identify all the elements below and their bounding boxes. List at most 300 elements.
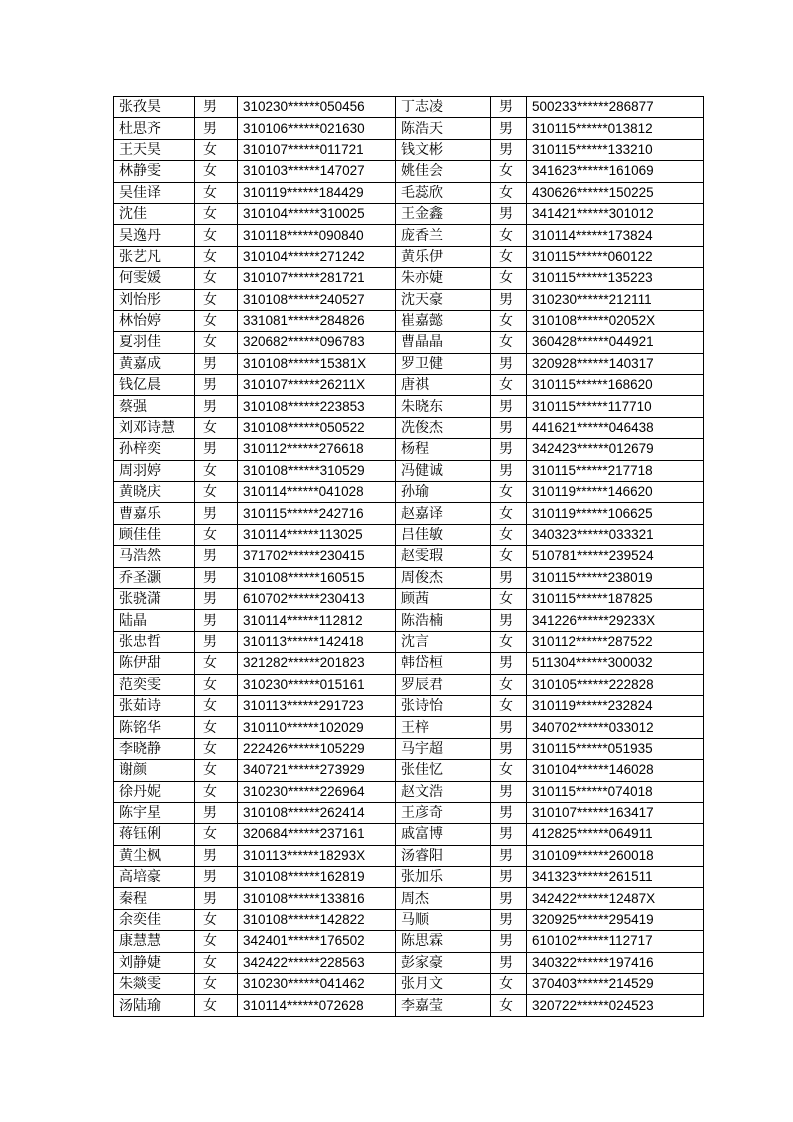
student-name: 冼俊杰 [396,417,491,438]
table-row [114,909,704,930]
student-name: 杜思齐 [114,118,195,139]
table-row [114,503,704,524]
student-gender: 女 [195,524,238,545]
student-id-number: 310108******310529 [238,460,396,481]
student-id-number: 310230******015161 [238,674,396,695]
student-gender: 男 [491,139,527,160]
student-gender: 男 [195,845,238,866]
student-gender: 女 [195,952,238,973]
student-id-number: 320925******295419 [527,909,704,930]
student-name: 余奕佳 [114,909,195,930]
student-id-number: 310114******112812 [238,610,396,631]
student-name: 朱燚雯 [114,974,195,995]
student-id-number: 310114******072628 [238,995,396,1016]
student-gender: 女 [195,781,238,802]
student-id-number: 310115******060122 [527,246,704,267]
student-id-number: 310108******262414 [238,802,396,823]
student-gender: 男 [491,417,527,438]
student-gender: 女 [195,995,238,1016]
table-row [114,802,704,823]
student-gender: 男 [491,97,527,118]
table-row [114,631,704,652]
student-name: 赵嘉译 [396,503,491,524]
student-name: 罗辰君 [396,674,491,695]
student-name: 彭家豪 [396,952,491,973]
student-name: 何雯媛 [114,268,195,289]
student-name: 钱文彬 [396,139,491,160]
student-gender: 女 [195,717,238,738]
student-gender: 女 [491,995,527,1016]
student-gender: 男 [491,845,527,866]
student-gender: 男 [195,439,238,460]
student-id-number: 310230******212111 [527,289,704,310]
student-id-number: 310230******041462 [238,974,396,995]
student-id-number: 310115******135223 [527,268,704,289]
student-id-number: 341623******161069 [527,161,704,182]
student-gender: 男 [491,824,527,845]
student-id-number: 310113******291723 [238,695,396,716]
student-gender: 女 [491,161,527,182]
student-id-number: 310104******271242 [238,246,396,267]
student-id-number: 310107******26211X [238,375,396,396]
student-name: 周俊杰 [396,567,491,588]
student-name: 陈宇星 [114,802,195,823]
student-name: 张孜昊 [114,97,195,118]
student-name: 高培豪 [114,867,195,888]
student-gender: 男 [195,118,238,139]
student-id-number: 430626******150225 [527,182,704,203]
student-id-number: 610702******230413 [238,588,396,609]
student-name: 周羽婷 [114,460,195,481]
student-name: 刘邓诗慧 [114,417,195,438]
student-name: 汤陆瑜 [114,995,195,1016]
student-gender: 女 [195,310,238,331]
student-name: 王梓 [396,717,491,738]
student-gender: 女 [491,503,527,524]
student-gender: 女 [195,246,238,267]
table-row [114,717,704,738]
student-gender: 女 [491,546,527,567]
table-row [114,332,704,353]
student-gender: 女 [491,674,527,695]
student-name: 康慧慧 [114,931,195,952]
student-id-number: 511304******300032 [527,653,704,674]
table-row [114,97,704,118]
student-gender: 男 [195,888,238,909]
student-name: 张佳忆 [396,760,491,781]
student-name: 王金鑫 [396,203,491,224]
student-id-number: 310108******02052X [527,310,704,331]
student-gender: 女 [491,631,527,652]
student-name: 赵雯瑕 [396,546,491,567]
student-name: 崔嘉懿 [396,310,491,331]
student-name: 夏羽佳 [114,332,195,353]
student-gender: 女 [491,974,527,995]
student-name: 朱亦婕 [396,268,491,289]
student-gender: 男 [195,867,238,888]
table-row [114,674,704,695]
student-roster-table [113,96,704,1017]
student-id-number: 341226******29233X [527,610,704,631]
table-row [114,353,704,374]
student-id-number: 310108******050522 [238,417,396,438]
table-row [114,139,704,160]
student-id-number: 360428******044921 [527,332,704,353]
table-row [114,268,704,289]
student-gender: 女 [195,139,238,160]
student-id-number: 320928******140317 [527,353,704,374]
student-name: 马宇超 [396,738,491,759]
student-name: 马浩然 [114,546,195,567]
table-row [114,161,704,182]
table-row [114,524,704,545]
table-row [114,482,704,503]
student-id-number: 310105******222828 [527,674,704,695]
table-row [114,824,704,845]
student-id-number: 310230******050456 [238,97,396,118]
student-name: 钱亿晨 [114,375,195,396]
student-id-number: 222426******105229 [238,738,396,759]
student-gender: 女 [195,268,238,289]
student-id-number: 342423******012679 [527,439,704,460]
student-name: 丁志凌 [396,97,491,118]
student-name: 周杰 [396,888,491,909]
table-row [114,931,704,952]
table-row [114,974,704,995]
student-gender: 女 [491,375,527,396]
student-name: 韩岱桓 [396,653,491,674]
student-name: 张艺凡 [114,246,195,267]
table-row [114,118,704,139]
table-row [114,653,704,674]
table-row [114,760,704,781]
student-gender: 男 [491,717,527,738]
student-name: 吕佳敏 [396,524,491,545]
student-id-number: 310107******163417 [527,802,704,823]
student-gender: 男 [491,460,527,481]
table-row [114,375,704,396]
student-id-number: 310115******168620 [527,375,704,396]
student-id-number: 310115******217718 [527,460,704,481]
student-gender: 女 [195,332,238,353]
student-name: 张忠哲 [114,631,195,652]
table-row [114,182,704,203]
table-row [114,738,704,759]
student-gender: 女 [195,974,238,995]
student-gender: 男 [195,567,238,588]
student-gender: 男 [491,952,527,973]
student-id-number: 610102******112717 [527,931,704,952]
student-gender: 女 [195,289,238,310]
student-gender: 女 [195,738,238,759]
student-name: 张茹诗 [114,695,195,716]
table-row [114,203,704,224]
student-name: 吴佳译 [114,182,195,203]
student-gender: 女 [491,246,527,267]
table-row [114,588,704,609]
student-id-number: 310118******090840 [238,225,396,246]
student-name: 蒋钰俐 [114,824,195,845]
student-name: 陈浩天 [396,118,491,139]
student-gender: 男 [491,931,527,952]
student-name: 黄乐伊 [396,246,491,267]
student-gender: 女 [195,695,238,716]
student-id-number: 341421******301012 [527,203,704,224]
table-row [114,396,704,417]
student-name: 毛蕊欣 [396,182,491,203]
student-id-number: 342422******228563 [238,952,396,973]
student-name: 唐祺 [396,375,491,396]
student-id-number: 310115******133210 [527,139,704,160]
student-gender: 男 [195,610,238,631]
student-id-number: 310115******013812 [527,118,704,139]
student-gender: 男 [491,802,527,823]
student-id-number: 310230******226964 [238,781,396,802]
student-id-number: 310107******281721 [238,268,396,289]
student-id-number: 320682******096783 [238,332,396,353]
student-name: 顾茜 [396,588,491,609]
student-id-number: 441621******046438 [527,417,704,438]
table-row [114,695,704,716]
student-gender: 男 [491,610,527,631]
student-id-number: 310104******310025 [238,203,396,224]
student-name: 黄晓庆 [114,482,195,503]
student-gender: 女 [195,203,238,224]
student-id-number: 310115******238019 [527,567,704,588]
student-name: 蔡强 [114,396,195,417]
student-gender: 女 [195,482,238,503]
student-name: 陈浩楠 [396,610,491,631]
student-gender: 男 [195,353,238,374]
student-gender: 女 [491,588,527,609]
student-gender: 男 [195,503,238,524]
student-gender: 女 [195,909,238,930]
student-gender: 女 [195,653,238,674]
student-name: 曹嘉乐 [114,503,195,524]
student-id-number: 342401******176502 [238,931,396,952]
student-id-number: 310115******242716 [238,503,396,524]
student-name: 徐丹妮 [114,781,195,802]
student-gender: 女 [491,310,527,331]
student-name: 秦程 [114,888,195,909]
student-id-number: 371702******230415 [238,546,396,567]
table-row [114,289,704,310]
student-id-number: 310119******146620 [527,482,704,503]
table-row [114,246,704,267]
student-id-number: 310110******102029 [238,717,396,738]
student-name: 冯健诚 [396,460,491,481]
student-gender: 女 [195,417,238,438]
student-name: 刘静婕 [114,952,195,973]
table-row [114,546,704,567]
student-id-number: 321282******201823 [238,653,396,674]
student-id-number: 340323******033321 [527,524,704,545]
student-id-number: 310108******160515 [238,567,396,588]
student-id-number: 342422******12487X [527,888,704,909]
student-id-number: 310103******147027 [238,161,396,182]
student-id-number: 510781******239524 [527,546,704,567]
table-row [114,417,704,438]
student-gender: 男 [195,588,238,609]
student-id-number: 310114******173824 [527,225,704,246]
student-name: 赵文浩 [396,781,491,802]
student-name: 马顺 [396,909,491,930]
student-name: 杨程 [396,439,491,460]
student-id-number: 310108******142822 [238,909,396,930]
student-gender: 男 [491,653,527,674]
student-id-number: 310108******133816 [238,888,396,909]
student-name: 陆晶 [114,610,195,631]
student-id-number: 310113******18293X [238,845,396,866]
student-gender: 女 [491,482,527,503]
student-id-number: 310115******074018 [527,781,704,802]
student-gender: 女 [491,760,527,781]
student-name: 张骁潇 [114,588,195,609]
student-id-number: 310119******184429 [238,182,396,203]
student-gender: 男 [491,867,527,888]
student-name: 戚富博 [396,824,491,845]
student-name: 林静雯 [114,161,195,182]
student-gender: 男 [195,546,238,567]
student-gender: 女 [195,674,238,695]
student-gender: 男 [195,375,238,396]
student-name: 曹晶晶 [396,332,491,353]
student-id-number: 310115******117710 [527,396,704,417]
student-name: 黄嘉成 [114,353,195,374]
student-gender: 男 [491,781,527,802]
student-id-number: 310114******041028 [238,482,396,503]
student-name: 王彦奇 [396,802,491,823]
student-name: 李嘉莹 [396,995,491,1016]
student-id-number: 310104******146028 [527,760,704,781]
student-id-number: 310108******240527 [238,289,396,310]
student-name: 姚佳会 [396,161,491,182]
roster-body [114,97,704,1017]
student-name: 王天昊 [114,139,195,160]
student-gender: 男 [491,289,527,310]
student-name: 张诗怡 [396,695,491,716]
student-name: 林怡婷 [114,310,195,331]
table-row [114,952,704,973]
student-name: 罗卫健 [396,353,491,374]
table-row [114,610,704,631]
student-gender: 女 [195,824,238,845]
table-row [114,567,704,588]
student-id-number: 331081******284826 [238,310,396,331]
student-id-number: 310107******011721 [238,139,396,160]
student-gender: 女 [195,182,238,203]
student-gender: 男 [195,97,238,118]
student-gender: 男 [491,118,527,139]
student-name: 范奕雯 [114,674,195,695]
student-name: 陈铭华 [114,717,195,738]
student-gender: 女 [491,524,527,545]
student-gender: 女 [195,225,238,246]
student-gender: 男 [195,802,238,823]
student-gender: 女 [491,268,527,289]
student-name: 陈思霖 [396,931,491,952]
student-gender: 男 [195,631,238,652]
student-id-number: 310119******106625 [527,503,704,524]
student-gender: 女 [195,460,238,481]
student-id-number: 310108******162819 [238,867,396,888]
student-id-number: 320684******237161 [238,824,396,845]
student-gender: 男 [195,396,238,417]
table-row [114,867,704,888]
student-name: 沈天豪 [396,289,491,310]
student-gender: 男 [491,439,527,460]
student-id-number: 370403******214529 [527,974,704,995]
student-gender: 女 [491,332,527,353]
student-name: 庞香兰 [396,225,491,246]
student-id-number: 341323******261511 [527,867,704,888]
student-gender: 男 [491,909,527,930]
table-row [114,781,704,802]
student-id-number: 310108******223853 [238,396,396,417]
student-gender: 女 [195,760,238,781]
student-gender: 男 [491,738,527,759]
student-gender: 男 [491,567,527,588]
student-name: 沈言 [396,631,491,652]
student-id-number: 500233******286877 [527,97,704,118]
table-row [114,439,704,460]
student-id-number: 310115******051935 [527,738,704,759]
student-name: 张月文 [396,974,491,995]
student-name: 孙梓奕 [114,439,195,460]
student-name: 陈伊甜 [114,653,195,674]
student-gender: 男 [491,353,527,374]
student-name: 汤睿阳 [396,845,491,866]
student-gender: 男 [491,203,527,224]
student-id-number: 310112******287522 [527,631,704,652]
table-row [114,888,704,909]
student-name: 谢颜 [114,760,195,781]
table-row [114,310,704,331]
student-name: 吴逸丹 [114,225,195,246]
student-name: 黄尘枫 [114,845,195,866]
student-id-number: 320722******024523 [527,995,704,1016]
student-gender: 男 [491,888,527,909]
student-id-number: 310106******021630 [238,118,396,139]
student-id-number: 340322******197416 [527,952,704,973]
student-id-number: 310115******187825 [527,588,704,609]
student-id-number: 310109******260018 [527,845,704,866]
student-name: 张加乐 [396,867,491,888]
student-name: 朱晓东 [396,396,491,417]
student-name: 刘怡彤 [114,289,195,310]
student-gender: 女 [491,695,527,716]
student-gender: 女 [195,931,238,952]
student-id-number: 310108******15381X [238,353,396,374]
student-id-number: 310112******276618 [238,439,396,460]
student-gender: 女 [491,225,527,246]
student-name: 李晓静 [114,738,195,759]
student-gender: 女 [195,161,238,182]
student-name: 孙瑜 [396,482,491,503]
table-row [114,225,704,246]
student-id-number: 412825******064911 [527,824,704,845]
student-gender: 男 [491,396,527,417]
student-id-number: 340721******273929 [238,760,396,781]
student-id-number: 340702******033012 [527,717,704,738]
student-name: 沈佳 [114,203,195,224]
table-row [114,845,704,866]
student-name: 顾佳佳 [114,524,195,545]
student-id-number: 310114******113025 [238,524,396,545]
student-name: 乔圣灏 [114,567,195,588]
student-gender: 女 [491,182,527,203]
table-row [114,460,704,481]
